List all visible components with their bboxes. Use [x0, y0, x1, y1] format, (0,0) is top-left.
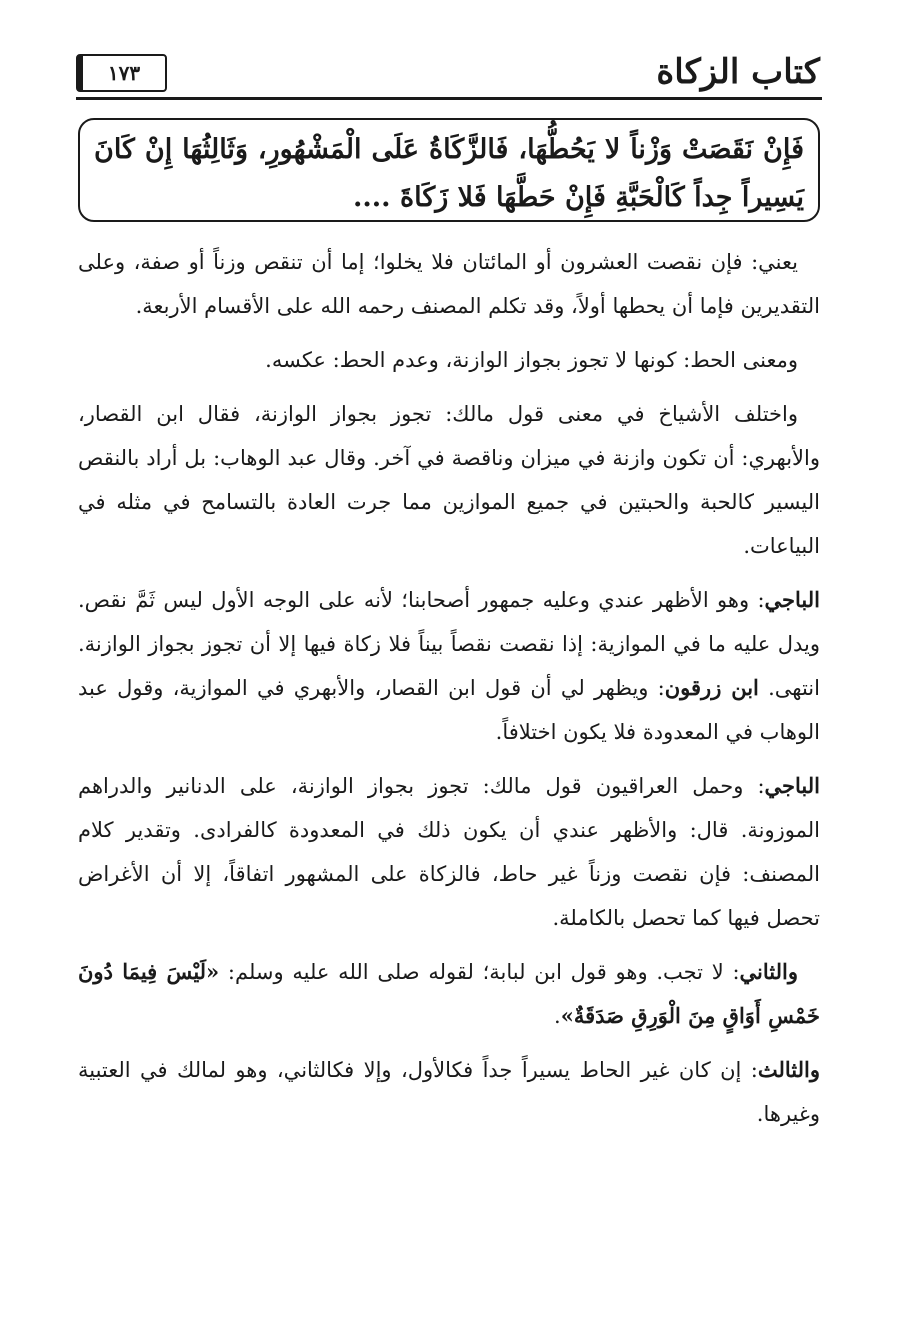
paragraph-4 [78, 578, 820, 754]
paragraph-text: : ويظهر لي أن قول ابن القصار، والأبهري في الموازية، وقول عبد الوهاب في المعدودة فلا يكون اختلافاً. [78, 676, 820, 744]
page-header [76, 50, 820, 100]
paragraph-7 [78, 1048, 820, 1136]
paragraph-text: واختلف الأشياخ في معنى قول مالك: تجوز بجواز الوازنة، فقال ابن القصار، والأبهري: أن تكون وازنة في ميزان وناقصة في آخر. وقال عبد الوهاب: بل أراد بالنقص اليسير كالحبة والحبتين في جميع الموازين مما جرت العادة بالتسامح في مثله في البياعات. [78, 402, 820, 558]
hadith-quote: «لَيْسَ فِيمَا دُونَ خَمْسِ أَوَاقٍ مِنَ الْوَرِقِ صَدَقَةٌ» [78, 959, 820, 1028]
matn-text: فَإِنْ نَقَصَتْ وَزْناً لا يَحُطُّهَا، فَالزَّكَاةُ عَلَى الْمَشْهُورِ، وَثَالِثُهَا إِنْ كَانَ يَسِيراً جِداً كَالْحَبَّةِ فَإِنْ حَطَّهَا فَلا زَكَاةَ .... [94, 134, 804, 213]
header-rule [76, 97, 822, 100]
section-label: والثالث [757, 1057, 820, 1082]
paragraph-2 [78, 338, 820, 382]
paragraph-1 [78, 240, 820, 328]
paragraph-text: : وحمل العراقيون قول مالك: تجوز بجواز الوازنة، على الدنانير والدراهم الموزونة. قال: والأظهر عندي أن يكون ذلك في المعدودة كالفرادى. وتقدير كلام المصنف: فإن نقصت وزناً غير حاط، فالزكاة على المشهور اتفاقاً، إلا أن الأغراض تحصل فيها كما تحصل بالكاملة. [78, 774, 820, 930]
paragraph-3 [78, 392, 820, 568]
speaker-label: الباجي [764, 587, 820, 612]
book-title: كتاب الزكاة [656, 52, 820, 92]
speaker-label: الباجي [764, 773, 820, 798]
page-number: ١٧٣ [76, 54, 167, 92]
commentary-body [78, 240, 820, 1136]
paragraph-5 [78, 764, 820, 940]
paragraph-text: يعني: فإن نقصت العشرون أو المائتان فلا يخلوا؛ إما أن تنقص وزناً أو صفة، وعلى التقديرين فإما أن يحطها أولاً، وقد تكلم المصنف رحمه الله على الأقسام الأربعة. [78, 250, 820, 318]
paragraph-text: : إن كان غير الحاط يسيراً جداً فكالأول، وإلا فكالثاني، وهو لمالك في العتبية وغيرها. [78, 1058, 820, 1126]
paragraph-text: ومعنى الحط: كونها لا تجوز بجواز الوازنة، وعدم الحط: عكسه. [265, 348, 798, 372]
matn-box [78, 118, 820, 222]
section-label: والثاني [739, 959, 798, 984]
paragraph-text: : وهو الأظهر عندي وعليه جمهور أصحابنا؛ لأنه على الوجه الأول ليس ثَمَّ نقص. ويدل عليه ما في الموازية: إذا نقصت نقصاً بيناً فلا زكاة فيها إلا أن تجوز بجواز الوازنة. انتهى. [78, 588, 820, 700]
paragraph-6 [78, 950, 820, 1038]
speaker-label: ابن زرقون [664, 675, 759, 700]
paragraph-text: : لا تجب. وهو قول ابن لبابة؛ لقوله صلى الله عليه وسلم: [219, 960, 740, 984]
paragraph-text: . [554, 1004, 561, 1028]
